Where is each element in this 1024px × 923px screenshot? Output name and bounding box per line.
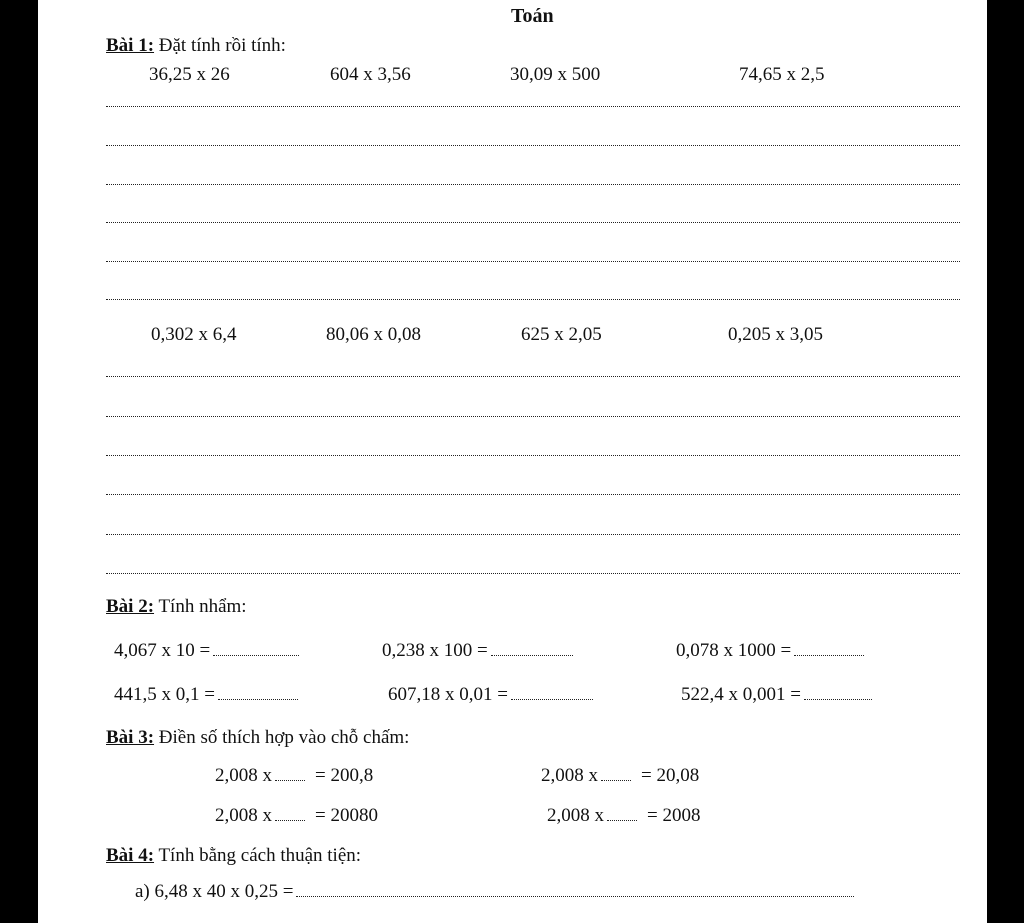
- answer-blank[interactable]: [275, 780, 305, 781]
- exercise-1-heading: [106, 36, 286, 55]
- answer-line[interactable]: [106, 261, 960, 262]
- answer-blank[interactable]: [213, 655, 299, 656]
- exercise-2-item: 0,078 x 1000 =: [676, 641, 864, 660]
- answer-blank[interactable]: [491, 655, 573, 656]
- exercise-2-instruction: Tính nhẩm:: [158, 596, 247, 617]
- answer-line[interactable]: [106, 494, 960, 495]
- answer-blank[interactable]: [218, 699, 298, 700]
- answer-blank[interactable]: [511, 699, 593, 700]
- exercise-1-instruction: Đặt tính rồi tính:: [158, 35, 286, 56]
- exercise-3-item: 2,008 x = 2008: [547, 805, 701, 826]
- answer-line[interactable]: [106, 222, 960, 223]
- exercise-1-problem: 30,09 x 500: [510, 64, 601, 85]
- exercise-3-item: 2,008 x = 200,8: [215, 765, 374, 786]
- answer-blank[interactable]: [601, 780, 631, 781]
- exercise-1-problem: 625 x 2,05: [521, 324, 602, 345]
- answer-blank[interactable]: [607, 820, 637, 821]
- answer-blank[interactable]: [275, 820, 305, 821]
- answer-line[interactable]: [106, 573, 960, 574]
- answer-line[interactable]: [106, 455, 960, 456]
- answer-line[interactable]: [106, 299, 960, 300]
- exercise-3-label: Bài 3:: [106, 727, 155, 748]
- exercise-4-instruction: Tính bằng cách thuận tiện:: [158, 845, 362, 866]
- answer-line[interactable]: [106, 416, 960, 417]
- exercise-2-item: 4,067 x 10 =: [114, 641, 299, 660]
- exercise-3-item: 2,008 x = 20080: [215, 805, 378, 826]
- exercise-1-label: Bài 1:: [106, 35, 155, 56]
- exercise-3-item: 2,008 x = 20,08: [541, 765, 700, 786]
- answer-line[interactable]: [106, 376, 960, 377]
- page-title: Toán: [511, 5, 554, 27]
- answer-line[interactable]: [106, 145, 960, 146]
- exercise-2-item: 522,4 x 0,001 =: [681, 685, 872, 704]
- answer-line[interactable]: [106, 534, 960, 535]
- exercise-1-problem: 0,205 x 3,05: [728, 324, 823, 345]
- exercise-3-instruction: Điền số thích hợp vào chỗ chấm:: [158, 727, 410, 748]
- exercise-1-problem: 0,302 x 6,4: [151, 324, 237, 345]
- exercise-2-item: 441,5 x 0,1 =: [114, 685, 298, 704]
- exercise-1-problem: 74,65 x 2,5: [739, 64, 825, 85]
- exercise-4-item: a) 6,48 x 40 x 0,25 =: [135, 882, 854, 901]
- exercise-4-heading: [106, 846, 361, 865]
- exercise-1-problem: 80,06 x 0,08: [326, 324, 421, 345]
- exercise-2-item: 607,18 x 0,01 =: [388, 685, 593, 704]
- answer-blank[interactable]: [296, 896, 854, 897]
- exercise-1-problem: 36,25 x 26: [149, 64, 230, 85]
- exercise-2-heading: [106, 597, 247, 616]
- answer-blank[interactable]: [794, 655, 864, 656]
- answer-line[interactable]: [106, 184, 960, 185]
- exercise-2-item: 0,238 x 100 =: [382, 641, 573, 660]
- item-marker: a): [135, 881, 150, 902]
- answer-line[interactable]: [106, 106, 960, 107]
- exercise-2-label: Bài 2:: [106, 596, 155, 617]
- exercise-3-heading: [106, 728, 409, 747]
- worksheet-page: [38, 0, 987, 923]
- answer-blank[interactable]: [804, 699, 872, 700]
- exercise-1-problem: 604 x 3,56: [330, 64, 411, 85]
- exercise-4-label: Bài 4:: [106, 845, 155, 866]
